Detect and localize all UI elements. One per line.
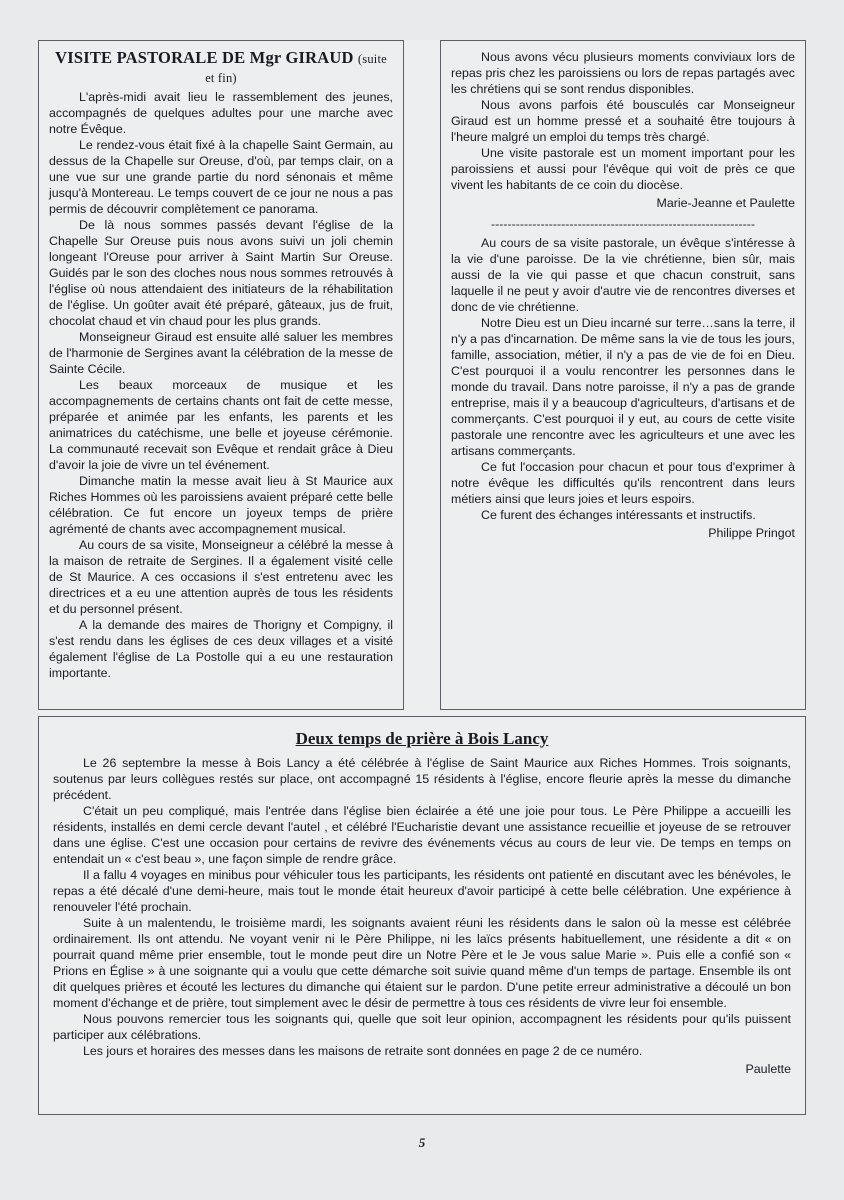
paragraph: Au cours de sa visite, Monseigneur a célébré la messe à la maison de retraite de Sergines. Il a également visité celle de St Maurice. A ces occasions il s'est entretenu avec les directrices et a eu une attention auprès de tous les résidents et du personnel présent.	[49, 537, 393, 616]
page-number: 5	[418, 1135, 426, 1150]
paragraph: L'après-midi avait lieu le rassemblement des jeunes, accompagnés de quelques adultes pour une marche avec notre Évêque.	[49, 89, 393, 136]
paragraph: Nous avons parfois été bousculés car Monseigneur Giraud est un homme pressé et a souhaité être toujours à l'heure malgré un emploi du temps très chargé.	[451, 98, 795, 144]
paragraph: Notre Dieu est un Dieu incarné sur terre…sans la terre, il n'y a pas d'incarnation. De même sans la vie de tous les jours, famille, association, métier, il n'y a pas de vie de foi en Dieu. C'est pourquoi il a voulu rencontrer les personnes dans le monde du travail. Dans notre paroisse, il n'y a pas de grande entreprise, mais il y a beaucoup d'agriculteurs, d'artisans et de commerçants. C'est pourquoi il y eut, au cours de cette visite pastorale une rencontre avec les agriculteurs et une avec les artisans commerçants.	[451, 316, 795, 459]
paragraph: Ce fut l'occasion pour chacun et pour tous d'exprimer à notre évêque les difficultés qu'ils rencontrent dans leurs métiers ainsi que leurs joies et leurs espoirs.	[451, 460, 795, 507]
paragraph: Dimanche matin la messe avait lieu à St Maurice aux Riches Hommes où les paroissiens avaient préparé cette belle célébration. Ce fut encore un joyeux temps de prière agrémenté de chants avec accompagnement musical.	[49, 473, 393, 536]
paragraph: Les beaux morceaux de musique et les accompagnements de certains chants ont fait de cette messe, préparée et animée par les enfants, les parents et les animatrices du catéchisme, une belle et joyeuse cérémonie. La communauté recevait son Evêque et rendait grâce à Dieu d'avoir la joie de vivre un tel événement.	[49, 377, 393, 472]
paragraph: Au cours de sa visite pastorale, un évêque s'intéresse à la vie d'une paroisse. De la vie chrétienne, bien sûr, mais aussi de la vie qui passe et que chacun construit, sans laquelle il ne peut y avoir d'autre vie de rencontres diverses et donc de vie chrétienne.	[451, 236, 795, 315]
two-column-area	[38, 40, 806, 710]
author-signature: Marie-Jeanne et Paulette	[656, 196, 795, 210]
page-title	[49, 49, 393, 87]
left-column	[38, 40, 404, 710]
paragraph: Monseigneur Giraud est ensuite allé saluer les membres de l'harmonie de Sergines avant la célébration de la messe de Sainte Cécile.	[49, 329, 393, 376]
paragraph: Nous pouvons remercier tous les soignants qui, quelle que soit leur opinion, accompagnent les résidents pour qu'ils puissent participer aux célébrations.	[53, 1012, 791, 1042]
paragraph: A la demande des maires de Thorigny et Compigny, il s'est rendu dans les églises de ces deux villages et a visité également l'église de La Postolle qui a eu une restauration importante.	[49, 617, 393, 680]
bottom-article	[38, 716, 806, 1115]
paragraph: Il a fallu 4 voyages en minibus pour véhiculer tous les participants, les résidents ont patienté en discutant avec les bénévoles, le repas a été décalé d'une demi-heure, mais tout le monde était heureux d'avoir participé à cette belle célébration. Une expérience à renouveler l'été prochain.	[53, 868, 791, 914]
author-signature: Paulette	[745, 1062, 791, 1076]
article-title-main: VISITE PASTORALE DE Mgr GIRAUD	[55, 48, 354, 67]
paragraph: Nous avons vécu plusieurs moments conviviaux lors de repas pris chez les paroissiens ou lors de repas partagés avec les chrétiens qui se sont rendus disponibles.	[451, 50, 795, 96]
paragraph: De là nous sommes passés devant l'église de la Chapelle Sur Oreuse puis nous avons suivi un joli chemin longeant l'Oreuse pour arriver à Saint Martin Sur Oreuse. Guidés par le son des cloches nous nous sommes retrouvés à l'église où nous attendaient des initiateurs de la réhabilitation de l'église. Un goûter avait été préparé, gâteaux, jus de fruit, chocolat chaud et vin chaud pour les plus grands.	[49, 217, 393, 328]
article-title-suffix: (suite et fin)	[205, 52, 387, 85]
section-title: Deux temps de prière à Bois Lancy	[295, 729, 549, 748]
right-column	[440, 40, 806, 710]
paragraph: Suite à un malentendu, le troisième mardi, les soignants avaient réuni les résidents dans le salon où la messe est célébrée ordinairement. Ils ont attendu. Ne voyant venir ni le Père Philippe, ni les laïcs présents habituellement, une résidente a dit « on pourrait quand même prier ensemble, tout le monde peut dire un Notre Père et le Je vous salue Marie ». Puis elle a confié son « Prions en Église » à une soignante qui a voulu que cette démarche soit suivie quand même d'un temps de partage. Ensemble ils ont dit quelques prières et écouté les lectures du dimanche qui étaient sur le pardon. D'une petite erreur administrative a découlé un bon moment d'échange et de prière, tout simplement avec le désir de permettre à tous ces résidents de vivre leur foi ensemble.	[53, 916, 791, 1010]
paragraph: C'était un peu compliqué, mais l'entrée dans l'église bien éclairée a été une joie pour tous. Le Père Philippe a accueilli les résidents, installés en demi cercle devant l'autel , et célébré l'Eucharistie devant une assistance recueillie et joyeuse de se retrouver dans une église. C'est une occasion pour certains de revivre des événements vécus au cours de leur vie. De temps en temps on entendait un « c'est beau », une façon simple de rendre grâce.	[53, 804, 791, 866]
paragraph: Les jours et horaires des messes dans les maisons de retraite sont données en page 2 de ce numéro.	[83, 1044, 643, 1058]
paragraph: Le rendez-vous était fixé à la chapelle Saint Germain, au dessus de la Chapelle sur Oreuse, d'où, par temps clair, on a une vue sur une grande partie du nord sénonais et même jusqu'à Montereau. Le temps couvert de ce jour ne nous a pas permis de découvrir complètement ce panorama.	[49, 137, 393, 216]
author-signature: Philippe Pringot	[708, 526, 795, 541]
section-divider: ----------------------------------------------------------------	[490, 217, 756, 232]
paragraph: Ce furent des échanges intéressants et instructifs.	[481, 508, 756, 523]
paragraph: Le 26 septembre la messe à Bois Lancy a été célébrée à l'église de Saint Maurice aux Riches Hommes. Trois soignants, soutenus par leurs collègues restés sur place, ont accompagné 15 résidents à l'église, encore fleurie après la messe du dimanche précédent.	[53, 756, 791, 802]
paragraph: Une visite pastorale est un moment important pour les paroissiens et aussi pour l'évêque qui voit de près ce que vivent les habitants de ce coin du diocèse.	[451, 146, 795, 192]
